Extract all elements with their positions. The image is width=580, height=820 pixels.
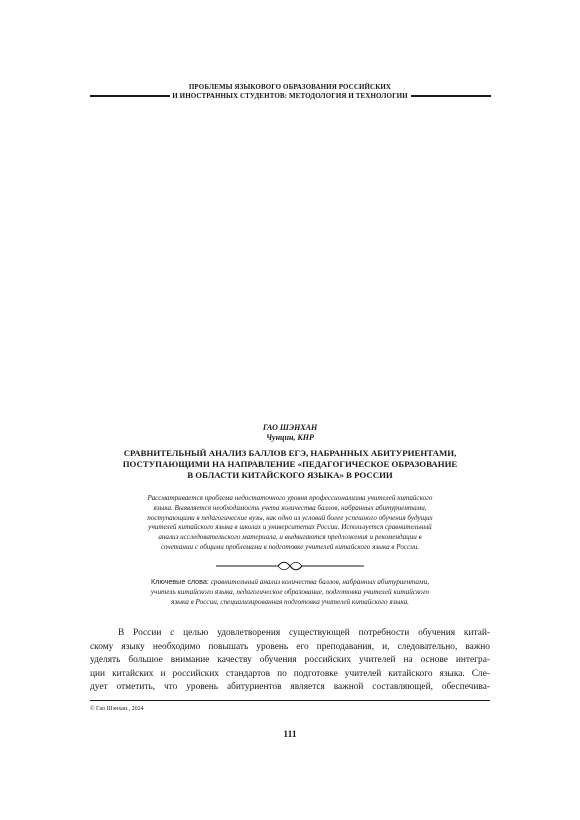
body-line: уделять большое внимание качеству обучения российских учителей на основе интегра- <box>90 655 490 666</box>
running-header <box>90 83 490 101</box>
abstract-line: сочетании с общими проблемами в подготовке учителей китайского языка в России. <box>160 542 420 551</box>
header-rule-right <box>411 95 491 97</box>
running-header-line-1: ПРОБЛЕМЫ ЯЗЫКОВОГО ОБРАЗОВАНИЯ РОССИЙСКИХ <box>188 83 392 91</box>
abstract <box>90 494 490 553</box>
body-line: В России с целью удовлетворения существующей потребности обучения китай- <box>118 628 490 638</box>
author-block <box>90 423 490 443</box>
body-line: скому языку необходимо повышать уровень его преподавания, и, следовательно, важно <box>90 641 490 652</box>
abstract-line: Рассматривается проблема недостаточного уровня профессионализма учителей китайского <box>147 494 433 502</box>
copyright-note: © Гао Шэнхан., 2024 <box>90 706 144 712</box>
keywords-label: Ключевые слова: <box>150 577 209 586</box>
keywords-text: языка в России, специализированная подготовка учителей китайского языка. <box>171 597 409 606</box>
body-line: ции китайских и российских стандартов по подготовке учителей китайского языка. Сле- <box>90 668 490 679</box>
author-name: ГАО ШЭНХАН <box>262 423 318 432</box>
body-line: дует отметить, что уровень абитуриентов является важной составляющей, обеспечива- <box>90 682 490 693</box>
abstract-line: учителей китайского языка в школах и университетах России. Используется сравнительный <box>148 523 432 532</box>
abstract-line: анализ исследовательского материала, и выдвигаются предложения и рекомендации в <box>158 533 422 542</box>
abstract-line: языка. Выявляется необходимость учета количества баллов, набранных абитуриентами, <box>153 503 427 512</box>
running-header-line-2: И ИНОСТРАННЫХ СТУДЕНТОВ: МЕТОДОЛОГИЯ И ТЕХНОЛОГИИ <box>172 92 408 100</box>
page-number: 111 <box>283 730 297 740</box>
title-line: СРАВНИТЕЛЬНЫЙ АНАЛИЗ БАЛЛОВ ЕГЭ, НАБРАННЫХ АБИТУРИЕНТАМИ, <box>123 448 457 458</box>
keywords <box>90 577 490 607</box>
title-line: В ОБЛАСТИ КИТАЙСКОГО ЯЗЫКА» В РОССИИ <box>187 470 393 480</box>
title-line: ПОСТУПАЮЩИМИ НА НАПРАВЛЕНИЕ «ПЕДАГОГИЧЕСКОЕ ОБРАЗОВАНИЕ <box>122 459 458 469</box>
article-title <box>90 448 490 481</box>
keywords-text: учитель китайского языка, педагогическое образование, подготовка учителей китайского <box>150 587 430 596</box>
footnote-rule <box>90 700 490 701</box>
ornament-divider <box>216 560 364 572</box>
abstract-line: поступающими в педагогические вузы, как одно из условий более успешного обучения будущих <box>147 513 433 522</box>
keywords-text: сравнительный анализ количества баллов, набранных абитуриентами, <box>210 578 430 586</box>
body-paragraph <box>90 627 490 695</box>
author-affiliation: Чунцин, КНР <box>266 433 314 442</box>
header-rule-left <box>90 95 170 97</box>
